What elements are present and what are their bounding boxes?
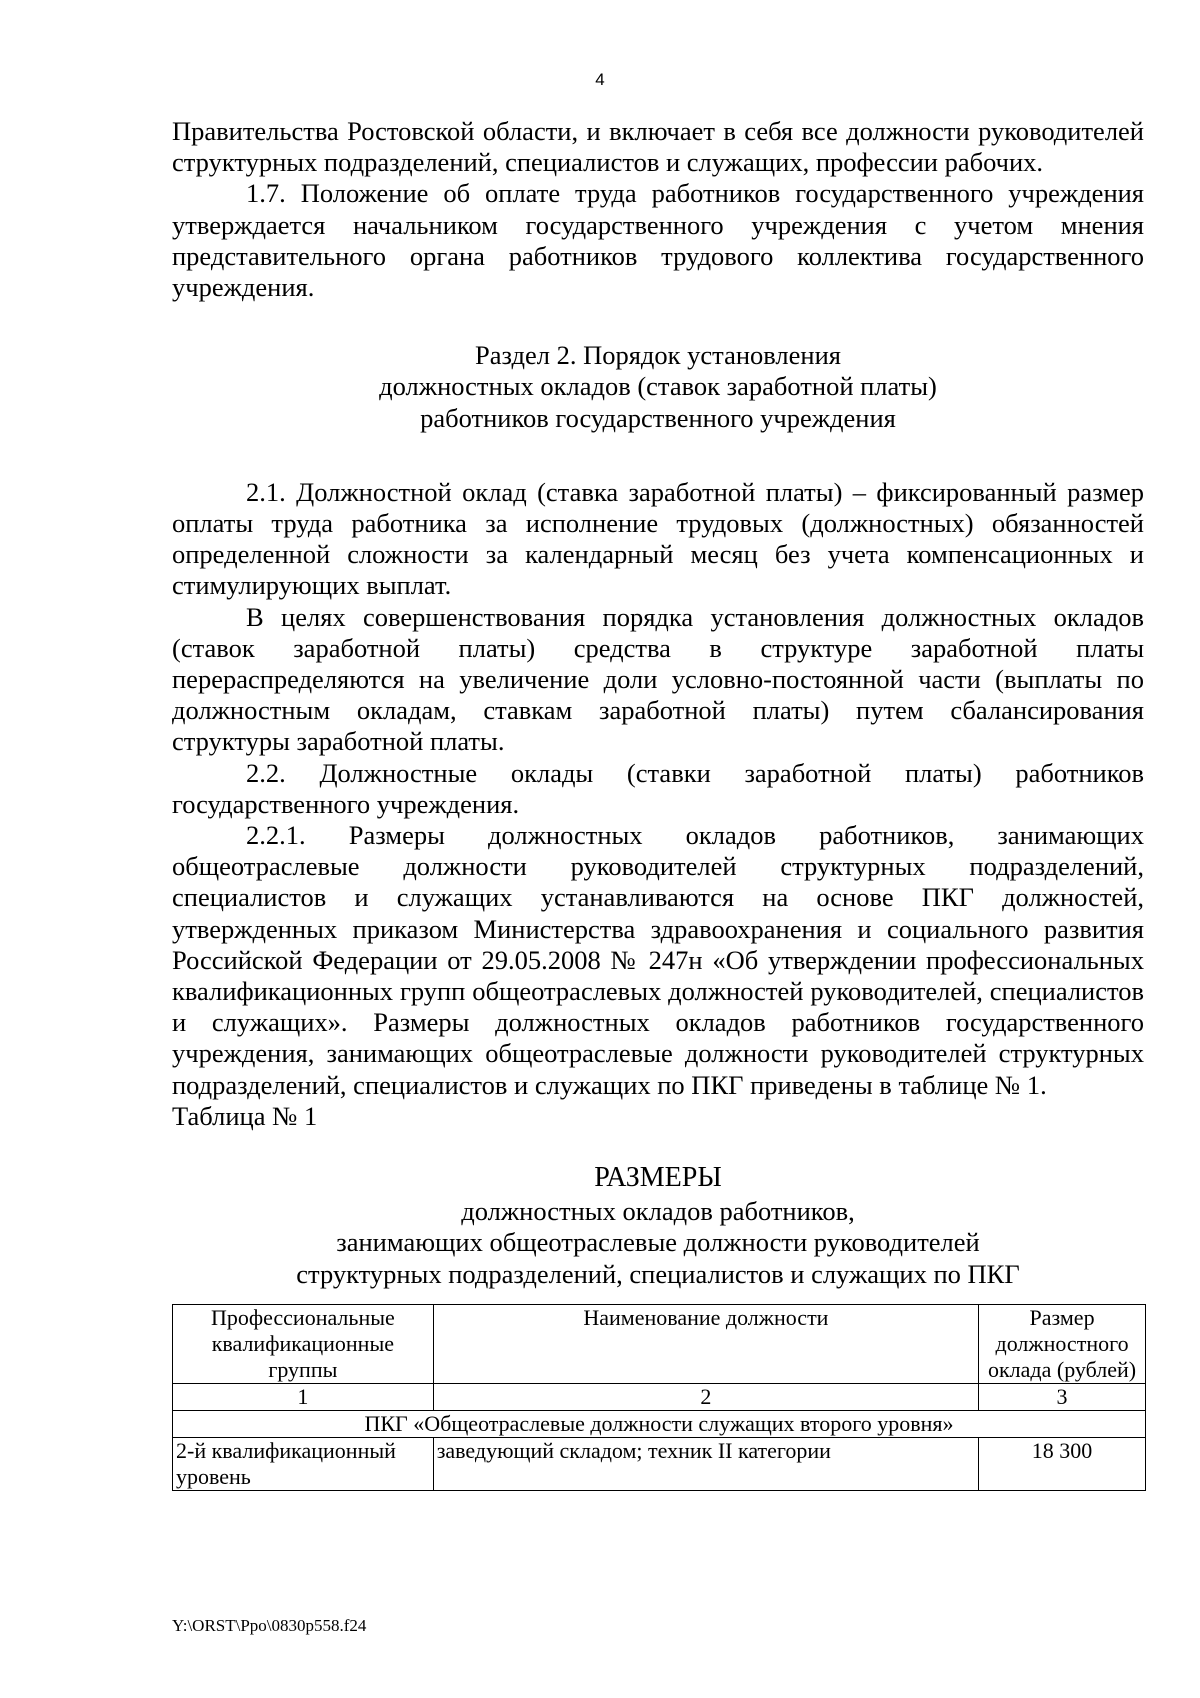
table-title-line: занимающих общеотраслевые должности руководителей — [336, 1227, 980, 1258]
section-heading-line: Раздел 2. Порядок установления — [475, 340, 841, 371]
table-group-row — [173, 1410, 1146, 1437]
column-number: 1 — [173, 1383, 434, 1410]
table-number-row — [173, 1383, 1146, 1410]
salary-table — [172, 1304, 1146, 1491]
table-title-line: должностных окладов работников, — [461, 1196, 855, 1227]
paragraph: 2.2.1. Размеры должностных окладов работников, занимающих общеотраслевые должности руководителей структурных подразделений, специалистов и служащих устанавливаются на основе ПКГ должностей, утвержденных приказом Министерства здравоохранения и социального развития Российской Федерации от 29.05.2008 № 247н «Об утверждении профессиональных квалификационных групп общеотраслевых должностей руководителей, специалистов и служащих». Размеры должностных окладов работников государственного учреждения, занимающих общеотраслевые должности руководителей структурных подразделений, специалистов и служащих по ПКГ приведены в таблице № 1. — [172, 820, 1144, 1100]
table-header-row — [173, 1304, 1146, 1383]
section-heading — [172, 340, 1144, 434]
table-label: Таблица № 1 — [172, 1100, 318, 1131]
section-heading-line: должностных окладов (ставок заработной платы) — [379, 371, 937, 402]
page-number: 4 — [595, 70, 605, 89]
qualification-level: 2-й квалификационный уровень — [173, 1437, 434, 1490]
table-row — [173, 1437, 1146, 1490]
column-number: 3 — [979, 1383, 1146, 1410]
table-title-main: РАЗМЕРЫ — [594, 1162, 722, 1194]
paragraph: 2.1. Должностной оклад (ставка заработной платы) – фиксированный размер оплаты труда работника за исполнение трудовых (должностных) обязанностей определенной сложности за календарный месяц без учета компенсационных и стимулирующих выплат. — [172, 476, 1144, 601]
paragraph: 2.2. Должностные оклады (ставки заработной платы) работников государственного учреждения. — [172, 757, 1144, 819]
paragraph: 1.7. Положение об оплате труда работников государственного учреждения утверждается начальником государственного учреждения с учетом мнения представительного органа работников трудового коллектива государственного учреждения. — [172, 178, 1144, 303]
column-number: 2 — [433, 1383, 978, 1410]
paragraph: Правительства Ростовской области, и включает в себя все должности руководителей структурных подразделений, специалистов и служащих, профессии рабочих. — [172, 116, 1144, 178]
position-names: заведующий складом; техник II категории — [433, 1437, 978, 1490]
header-position: Наименование должности — [433, 1304, 978, 1383]
group-title: ПКГ «Общеотраслевые должности служащих второго уровня» — [173, 1410, 1146, 1437]
header-salary: Размер должностного оклада (рублей) — [979, 1304, 1146, 1383]
salary-value: 18 300 — [979, 1437, 1146, 1490]
header-pkg: Профессиональные квалификационные группы — [173, 1304, 434, 1383]
document-body — [172, 116, 1144, 1491]
paragraph: В целях совершенствования порядка установления должностных окладов (ставок заработной платы) средства в структуре заработной платы перераспределяются на увеличение доли условно-постоянной части (выплаты по должностным окладам, ставкам заработной платы) путем сбалансирования структуры заработной платы. — [172, 601, 1144, 757]
table-title-line: структурных подразделений, специалистов и служащих по ПКГ — [296, 1258, 1020, 1289]
section-heading-line: работников государственного учреждения — [420, 402, 896, 433]
file-path-footer: Y:\ORST\Ppo\0830p558.f24 — [172, 1616, 367, 1635]
table-title — [172, 1160, 1144, 1290]
